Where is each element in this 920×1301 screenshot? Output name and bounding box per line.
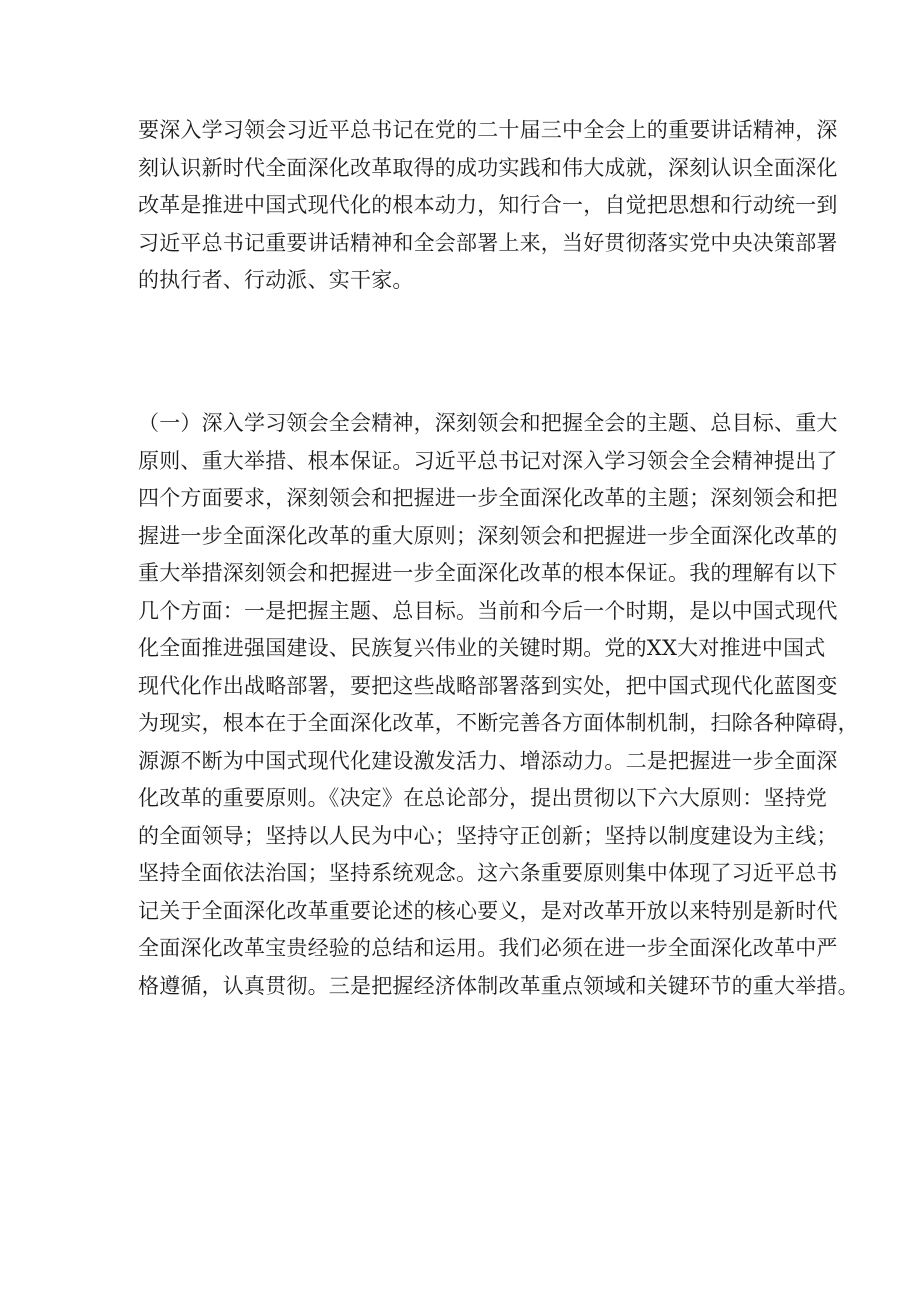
text-line: 原则、重大举措、根本保证。习近平总书记对深入学习领会全会精神提出了 bbox=[138, 448, 838, 473]
text-line: 要深入学习领会习近平总书记在党的二十届三中全会上的重要讲话精神，深 bbox=[138, 118, 838, 142]
text-line: 坚持全面依法治国；坚持系统观念。这六条重要原则集中体现了习近平总书 bbox=[138, 861, 838, 885]
text-line: 习近平总书记重要讲话精神和全会部署上来，当好贯彻落实党中央决策部署 bbox=[138, 230, 838, 255]
text-line: 几个方面：一是把握主题、总目标。当前和今后一个时期，是以中国式现代 bbox=[138, 598, 838, 623]
text-line: 重大举措深刻领会和把握进一步全面深化改革的根本保证。我的理解有以下 bbox=[138, 561, 838, 585]
text-line: 的全面领导；坚持以人民为中心；坚持守正创新；坚持以制度建设为主线； bbox=[138, 823, 838, 848]
paragraph-2 bbox=[138, 405, 859, 1005]
text-line: 的执行者、行动派、实干家。 bbox=[138, 268, 414, 292]
text-line: 改革是推进中国式现代化的根本动力，知行合一，自觉把思想和行动统一到 bbox=[138, 193, 838, 217]
text-line: 格遵循，认真贯彻。三是把握经济体制改革重点领域和关键环节的重大举措。 bbox=[138, 973, 859, 998]
text-line: 记关于全面深化改革重要论述的核心要义，是对改革开放以来特别是新时代 bbox=[138, 898, 838, 923]
text-line: 全面深化改革宝贵经验的总结和运用。我们必须在进一步全面深化改革中严 bbox=[138, 936, 838, 960]
text-line: 化改革的重要原则。《决定》在总论部分，提出贯彻以下六大原则：坚持党 bbox=[138, 786, 828, 810]
text-line: 化全面推进强国建设、民族复兴伟业的关键时期。党的XX大对推进中国式 bbox=[138, 636, 826, 660]
text-line: 握进一步全面深化改革的重大原则；深刻领会和把握进一步全面深化改革的 bbox=[138, 523, 838, 548]
text-line: （一）深入学习领会全会精神，深刻领会和把握全会的主题、总目标、重大 bbox=[138, 411, 838, 435]
text-line: 现代化作出战略部署，要把这些战略部署落到实处，把中国式现代化蓝图变 bbox=[138, 673, 838, 698]
paragraph-1 bbox=[138, 112, 838, 300]
text-line: 刻认识新时代全面深化改革取得的成功实践和伟大成就，深刻认识全面深化 bbox=[138, 155, 838, 180]
text-line: 为现实，根本在于全面深化改革，不断完善各方面体制机制，扫除各种障碍， bbox=[138, 711, 859, 735]
text-line: 源源不断为中国式现代化建设激发活力、增添动力。二是把握进一步全面深 bbox=[138, 748, 838, 773]
text-line: 四个方面要求，深刻领会和把握进一步全面深化改革的主题；深刻领会和把 bbox=[138, 486, 838, 510]
